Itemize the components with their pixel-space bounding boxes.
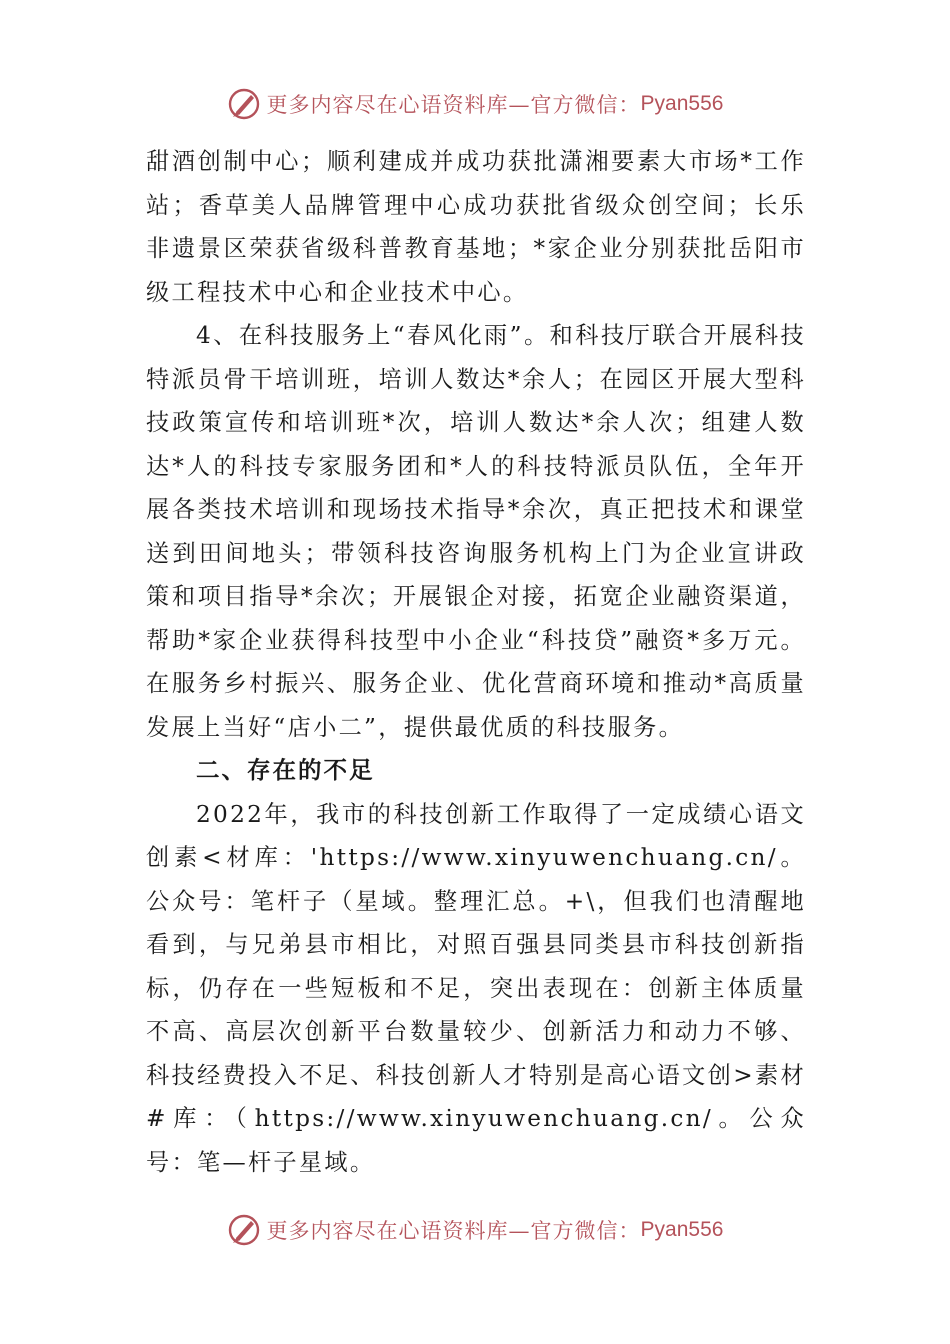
section-heading: 二、存在的不足 — [196, 756, 375, 784]
banner-handle: Pyan556 — [640, 1218, 724, 1241]
pen-logo-icon — [227, 1213, 261, 1247]
banner-text: 更多内容尽在心语资料库—官方微信： — [266, 93, 641, 117]
banner-handle: Pyan556 — [640, 92, 724, 115]
pen-logo-icon — [227, 87, 261, 121]
paragraph-1: 甜酒创制中心；顺利建成并成功获批潇湘要素大市场*工作站；香草美人品牌管理中心成功获批省级众创空间；长乐非遗景区荣获省级科普教育基地；*家企业分别获批岳阳市级工程技术中心和企业技术中心。 — [146, 148, 806, 306]
banner-text: 更多内容尽在心语资料库—官方微信： — [266, 1219, 641, 1243]
footer-banner — [0, 1208, 950, 1252]
document-body — [146, 140, 806, 1184]
paragraph-3: 2022年，我市的科技创新工作取得了一定成绩心语文创素<材库：'https://www.xinyuwenchuang.cn/。公众号：笔杆子（星域。整理汇总。+\，但我们也清醒地看到，与兄弟县市相比，对照百强县同类县市科技创新指标，仍存在一些短板和不足，突出表现在：创新主体质量不高、高层次创新平台数量较少、创新活力和动力不够、科技经费投入不足、科技创新人才特别是高心语文创>素材#库：（https://www.xinyuwenchuang.cn/。公众号：笔—杆子星域。 — [146, 800, 806, 1176]
paragraph-2: 4、在科技服务上“春风化雨”。和科技厅联合开展科技特派员骨干培训班，培训人数达*余人；在园区开展大型科技政策宣传和培训班*次，培训人数达*余人次；组建人数达*人的科技专家服务团和*人的科技特派员队伍，全年开展各类技术培训和现场技术指导*余次，真正把技术和课堂送到田间地头；带领科技咨询服务机构上门为企业宣讲政策和项目指导*余次；开展银企对接，拓宽企业融资渠道，帮助*家企业获得科技型中小企业“科技贷”融资*多万元。在服务乡村振兴、服务企业、优化营商环境和推动*高质量发展上当好“店小二”，提供最优质的科技服务。 — [146, 322, 806, 741]
header-banner — [0, 82, 950, 126]
